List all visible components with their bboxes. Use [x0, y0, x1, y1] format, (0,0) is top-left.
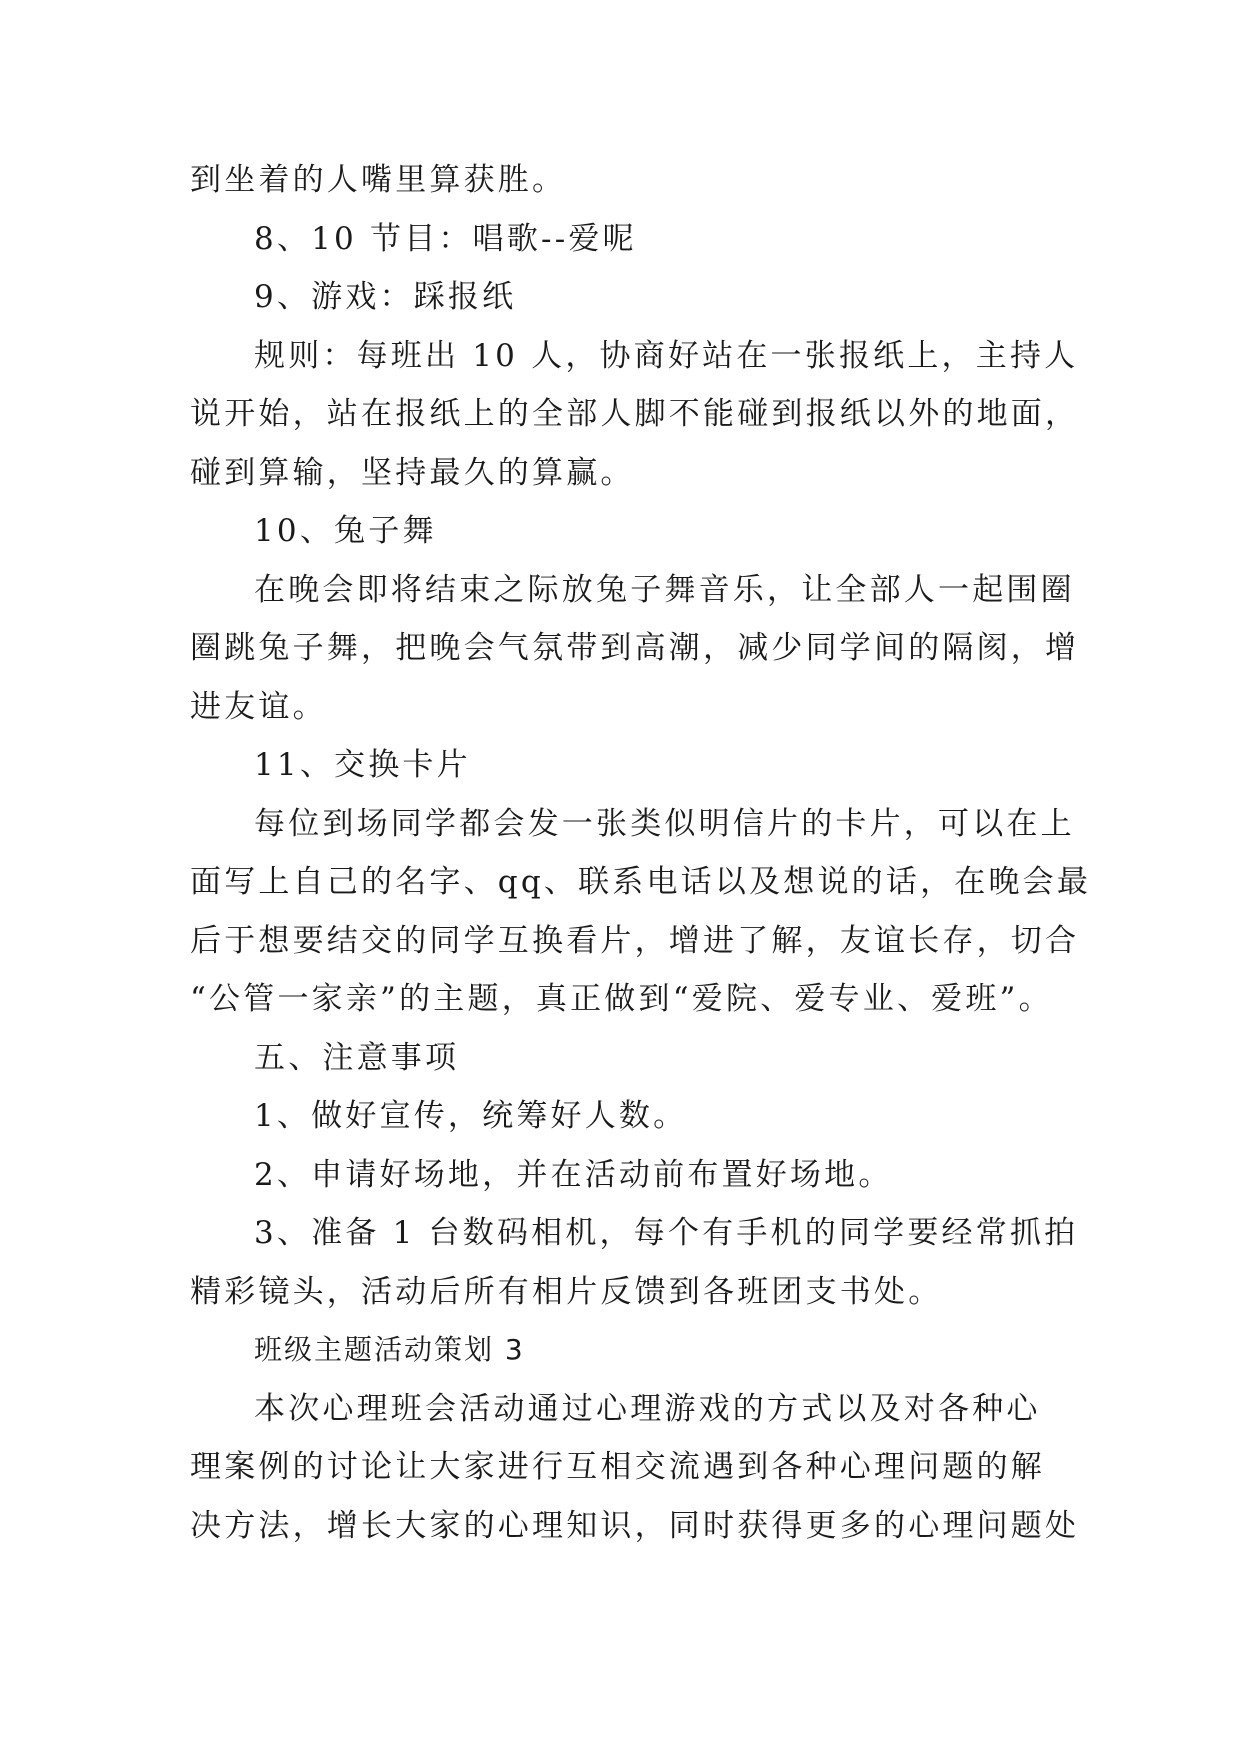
paragraph-line: “公管一家亲”的主题，真正做到“爱院、爱专业、爱班”。: [190, 981, 1053, 1017]
paragraph-line: 到坐着的人嘴里算获胜。: [190, 162, 567, 198]
paragraph-line: 精彩镜头，活动后所有相片反馈到各班团支书处。: [190, 1273, 943, 1310]
paragraph-line: 本次心理班会活动通过心理游戏的方式以及对各种心: [254, 1390, 1041, 1427]
subsection-title: 班级主题活动策划 3: [254, 1333, 525, 1366]
paragraph-line: 碰到算输，坚持最久的算赢。: [190, 454, 635, 491]
notice-item: 3、准备 1 台数码相机，每个有手机的同学要经常抓拍: [254, 1215, 1079, 1251]
item-heading-9: 9、游戏：踩报纸: [254, 279, 517, 315]
paragraph-line: 理案例的讨论让大家进行互相交流遇到各种心理问题的解: [190, 1449, 1045, 1485]
paragraph-line: 圈跳兔子舞，把晚会气氛带到高潮，减少同学间的隔阂，增: [190, 630, 1080, 666]
paragraph-line: 后于想要结交的同学互换看片，增进了解，友谊长存，切合: [190, 922, 1080, 959]
paragraph-line: 决方法，增长大家的心理知识，同时获得更多的心理问题处: [190, 1507, 1080, 1544]
paragraph-line: 进友谊。: [190, 688, 327, 725]
notice-item: 2、申请好场地，并在活动前布置好场地。: [254, 1156, 893, 1193]
paragraph-line: 面写上自己的名字、qq、联系电话以及想说的话，在晚会最: [190, 864, 1092, 900]
item-heading-11: 11、交换卡片: [254, 747, 471, 783]
section-heading: 五、注意事项: [254, 1039, 460, 1076]
document-body: [190, 151, 1092, 1555]
paragraph-line: 说开始，站在报纸上的全部人脚不能碰到报纸以外的地面，: [190, 396, 1080, 432]
paragraph-line: 在晚会即将结束之际放兔子舞音乐，让全部人一起围圈: [254, 571, 1075, 608]
paragraph-line: 规则：每班出 10 人，协商好站在一张报纸上，主持人: [254, 337, 1079, 374]
item-heading-8: 8、10 节目：唱歌--爱呢: [254, 220, 637, 257]
paragraph-line: 每位到场同学都会发一张类似明信片的卡片，可以在上: [254, 805, 1075, 842]
notice-item: 1、做好宣传，统筹好人数。: [254, 1098, 688, 1134]
item-heading-10: 10、兔子舞: [254, 513, 437, 549]
